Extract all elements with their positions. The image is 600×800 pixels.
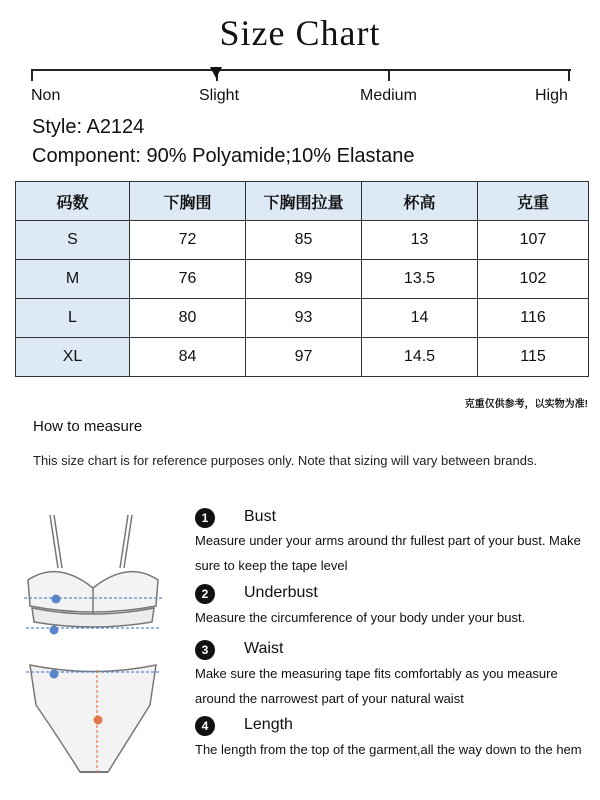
- measure-title: Bust: [244, 508, 277, 525]
- page-title: Size Chart: [219, 13, 381, 53]
- table-cell: XL: [16, 338, 130, 377]
- scale-label-non: Non: [31, 87, 61, 104]
- waist-point-icon: [50, 670, 59, 679]
- measure-description: Measure the circumference of your body under your bust.: [195, 610, 526, 625]
- table-cell: L: [16, 299, 130, 338]
- table-cell: 89: [246, 260, 362, 299]
- fabric-component: Component: 90% Polyamide;10% Elastane: [32, 145, 415, 167]
- number-2-icon: 2: [195, 584, 215, 604]
- table-cell: 116: [478, 299, 589, 338]
- col-header-underbust: 下胸围: [130, 182, 246, 221]
- reference-disclaimer: This size chart is for reference purposes only. Note that sizing will vary between brands.: [33, 453, 538, 468]
- how-to-measure-heading: How to measure: [33, 418, 143, 435]
- table-cell: 85: [246, 221, 362, 260]
- measure-title: Waist: [244, 640, 284, 657]
- table-cell: 80: [130, 299, 246, 338]
- number-4-icon: 4: [195, 716, 215, 736]
- style-code: Style: A2124: [32, 116, 145, 138]
- table-cell: 14: [362, 299, 478, 338]
- bust-point-icon: [52, 595, 61, 604]
- table-cell: 76: [130, 260, 246, 299]
- col-header-weight: 克重: [478, 182, 589, 221]
- length-point-icon: [94, 716, 103, 725]
- number-3-icon: 3: [195, 640, 215, 660]
- col-header-size: 码数: [16, 182, 130, 221]
- table-header-row: [16, 182, 589, 221]
- size-table: [15, 181, 589, 377]
- table-cell: 93: [246, 299, 362, 338]
- table-row: [16, 260, 589, 299]
- table-cell: 97: [246, 338, 362, 377]
- measure-title: Underbust: [244, 584, 318, 601]
- scale-tick: [388, 69, 390, 81]
- table-cell: 107: [478, 221, 589, 260]
- table-cell: 102: [478, 260, 589, 299]
- scale-tick: [31, 69, 33, 81]
- measure-description: Make sure the measuring tape fits comfortably as you measure around the narrowest part of your natural waist: [195, 666, 558, 706]
- table-cell: 14.5: [362, 338, 478, 377]
- bikini-measure-illustration: [18, 510, 168, 790]
- table-row: [16, 221, 589, 260]
- table-cell: 13: [362, 221, 478, 260]
- weight-note: 克重仅供参考，以实物为准!: [464, 399, 588, 410]
- table-cell: 72: [130, 221, 246, 260]
- measure-description: Measure under your arms around thr fullest part of your bust. Make sure to keep the tape level: [195, 533, 581, 573]
- table-cell: S: [16, 221, 130, 260]
- col-header-cup-height: 杯高: [362, 182, 478, 221]
- table-cell: 13.5: [362, 260, 478, 299]
- table-row: [16, 299, 589, 338]
- number-1-icon: 1: [195, 508, 215, 528]
- table-row: [16, 338, 589, 377]
- measure-title: Length: [244, 716, 293, 733]
- measure-description: The length from the top of the garment,all the way down to the hem: [195, 742, 582, 757]
- scale-label-slight: Slight: [199, 87, 240, 104]
- stretch-marker-icon: [210, 67, 222, 78]
- table-cell: 84: [130, 338, 246, 377]
- scale-tick: [568, 69, 570, 81]
- table-cell: 115: [478, 338, 589, 377]
- table-cell: M: [16, 260, 130, 299]
- scale-label-high: High: [535, 87, 568, 104]
- col-header-underbust-stretch: 下胸围拉量: [246, 182, 362, 221]
- scale-label-medium: Medium: [360, 87, 417, 104]
- underbust-point-icon: [50, 626, 59, 635]
- stretch-scale-line: [31, 69, 571, 71]
